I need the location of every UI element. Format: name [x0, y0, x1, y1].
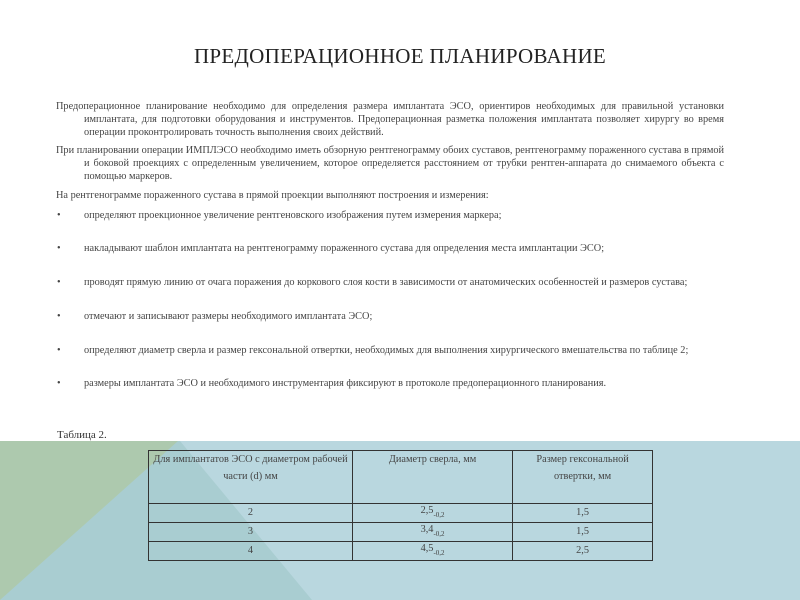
paragraph-intro: Предоперационное планирование необходимо для определения размера имплантата ЭСО, ориентиров необходимых для правильной установки имплантата, для подготовки оборудования и инструментов. Предоперационная разметка положения имплантата позволяет хирургу во время операции проконтролировать точность выполнения своих действий. — [56, 101, 724, 138]
slide-title: ПРЕДОПЕРАЦИОННОЕ ПЛАНИРОВАНИЕ — [193, 44, 607, 68]
table-caption: Таблица 2. — [57, 429, 107, 441]
table-row — [149, 504, 653, 523]
drill-value: 3,4 — [420, 524, 434, 535]
paragraph-requirements: При планировании операции ИМПЛЭСО необходимо иметь обзорную рентгенограмму обоих суставов, рентгенограмму пораженного сустава в прямой и боковой проекциях с определенным увеличением, которое определяется расстоянием от трубки рентген-аппарата до снимаемого объекта с помощью маркеров. — [56, 145, 724, 182]
drill-tolerance: -0,2 — [433, 511, 445, 519]
list-item — [56, 345, 724, 358]
cell-hex-driver-size: 2,5 — [513, 542, 653, 561]
drill-value: 2,5 — [420, 505, 434, 516]
cell-hex-driver-size: 1,5 — [513, 523, 653, 542]
table-header-row — [149, 451, 653, 504]
measurement-steps-list — [56, 210, 724, 391]
list-item-text: накладывают шаблон имплантата на рентгенограмму пораженного сустава для определения места имплантации ЭСО; — [84, 243, 605, 255]
bullet-icon: • — [57, 344, 61, 356]
table-row — [149, 523, 653, 542]
list-item-text: размеры имплантата ЭСО и необходимого инструментария фиксируют в протоколе предоперационного планирования. — [84, 377, 607, 389]
cell-implant-diameter: 4 — [149, 542, 353, 561]
instrument-table — [148, 450, 653, 561]
cell-drill-diameter — [352, 523, 512, 542]
bullet-icon: • — [57, 209, 61, 221]
cell-implant-diameter: 3 — [149, 523, 353, 542]
cell-drill-diameter — [352, 542, 512, 561]
header-implant-diameter: Для имплантатов ЭСО с диаметром рабочей части (d) мм — [149, 451, 353, 504]
list-item-text: определяют диаметр сверла и размер гексональной отвертки, необходимых для выполнения хирургического вмешательства по таблице 2; — [84, 344, 689, 356]
bullet-icon: • — [57, 277, 61, 289]
list-item-text: определяют проекционное увеличение рентгеновского изображения путем измерения маркера; — [84, 209, 502, 221]
cell-hex-driver-size: 1,5 — [513, 504, 653, 523]
list-item-text: проводят прямую линию от очага поражения до коркового слоя кости в зависимости от анатомических особенностей и размеров сустава; — [84, 277, 688, 289]
header-hex-driver-size: Размер гексональной отвертки, мм — [513, 451, 653, 504]
bullet-icon: • — [57, 310, 61, 322]
bullet-icon: • — [57, 377, 61, 389]
cell-drill-diameter — [352, 504, 512, 523]
list-item — [56, 243, 724, 256]
drill-value: 4,5 — [420, 543, 434, 554]
bullet-icon: • — [57, 243, 61, 255]
cell-implant-diameter: 2 — [149, 504, 353, 523]
slide-body — [56, 101, 724, 390]
drill-tolerance: -0,2 — [433, 530, 445, 538]
list-item-text: отмечают и записывают размеры необходимого имплантата ЭСО; — [84, 310, 373, 322]
list-item — [56, 277, 724, 290]
header-drill-diameter: Диаметр сверла, мм — [352, 451, 512, 504]
paragraph-measurements-lead: На рентгенограмме пораженного сустава в прямой проекции выполняют построения и измерения: — [56, 189, 489, 201]
drill-tolerance: -0,2 — [433, 549, 445, 557]
list-item — [56, 378, 724, 391]
table-row — [149, 542, 653, 561]
list-item — [56, 311, 724, 324]
list-item — [56, 210, 724, 223]
